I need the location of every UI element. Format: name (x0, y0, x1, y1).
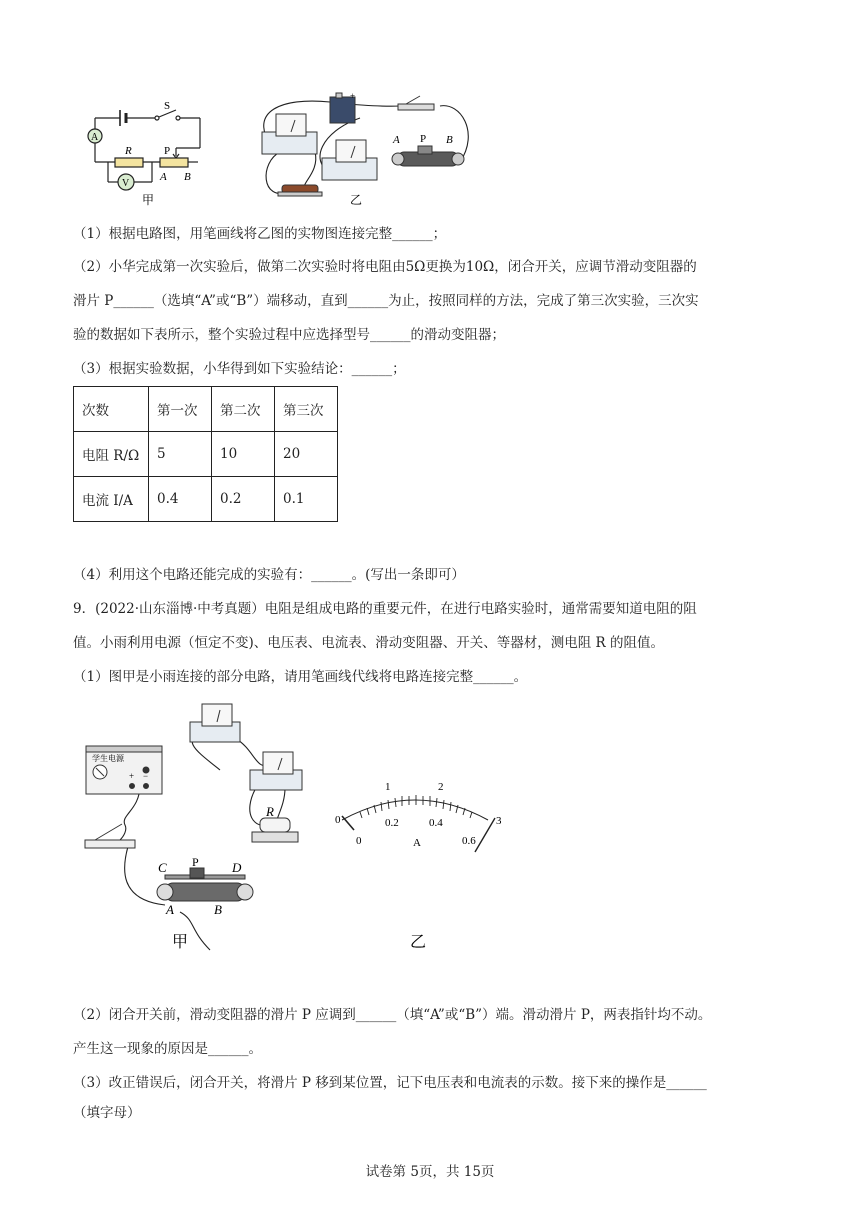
rheostat-a-label: A (166, 902, 174, 917)
scale-bottom-06: 0.6 (462, 835, 476, 847)
question-8-part-1: （1）根据电路图，用笔画线将乙图的实物图连接完整______； (73, 226, 447, 242)
yi-b-label: B (446, 134, 453, 146)
table-row (74, 432, 338, 477)
table-cell: 电阻 R/Ω (74, 432, 149, 477)
scale-unit: A (413, 837, 421, 849)
question-8-part-2-line-3: 验的数据如下表所示，整个实验过程中应选择型号______的滑动变阻器； (73, 327, 505, 343)
table-cell: 20 (275, 432, 338, 477)
question-8-part-3: （3）根据实验数据，小华得到如下实验结论：______； (73, 361, 406, 377)
question-9-intro-line-1: 9．(2022·山东淄博·中考真题）电阻是组成电路的重要元件，在进行电路实验时，通常需要知道电阻的阻 (73, 601, 697, 617)
resistor-device (278, 185, 322, 196)
table-header-cell: 次数 (74, 387, 149, 432)
table-cell: 0.2 (212, 477, 275, 522)
power-minus-label: − (143, 771, 149, 781)
rheostat-d-label: D (232, 860, 242, 875)
scale-top-3: 3 (496, 815, 502, 827)
voltmeter-1-device (262, 114, 317, 154)
question-9-part-2-line-1: （2）闭合开关前，滑动变阻器的滑片 P 应调到______（填“A”或“B”）端。滑动滑片 P，两表指针均不动。 (73, 1007, 712, 1023)
caption-yi: 乙 (410, 934, 427, 951)
resistor-r-label: R (266, 804, 274, 819)
table-row (74, 387, 338, 432)
question-9-part-3-line-2: （填字母） (73, 1105, 141, 1121)
scale-bottom-04: 0.4 (429, 817, 443, 829)
end-b-label: B (184, 171, 191, 183)
yi-p-label: P (420, 133, 427, 145)
question-9-part-1: （1）图甲是小雨连接的部分电路，请用笔画线代线将电路连接完整______。 (73, 669, 528, 685)
scale-bottom-02: 0.2 (385, 817, 399, 829)
rheostat-device (392, 146, 464, 166)
caption-jia: 甲 (142, 193, 155, 207)
page-footer: 试卷第 5页，共 15页 (365, 1164, 495, 1180)
switch-label: S (164, 100, 171, 112)
ammeter-device (250, 752, 302, 790)
figure-1-circuit (80, 92, 480, 212)
table-row (74, 477, 338, 522)
table-cell: 0.4 (149, 477, 212, 522)
switch-device (85, 824, 135, 848)
figure-2-circuit (80, 700, 520, 960)
question-9-intro-line-2: 值。小雨利用电源（恒定不变)、电压表、电流表、滑动变阻器、开关、等器材，测电阻 R 的阻值。 (73, 635, 665, 651)
power-supply-label: 学生电源 (92, 754, 124, 763)
table-header-cell: 第一次 (149, 387, 212, 432)
voltmeter-label: V (122, 178, 130, 189)
battery-plus: + (350, 92, 356, 101)
resistor-device (252, 818, 298, 842)
table-cell: 10 (212, 432, 275, 477)
end-a-label: A (160, 171, 167, 183)
question-8-part-4: （4）利用这个电路还能完成的实验有：______。(写出一条即可） (73, 567, 465, 583)
caption-jia: 甲 (172, 934, 189, 951)
voltmeter-device (190, 704, 240, 742)
scale-top-2: 2 (438, 781, 444, 793)
caption-yi: 乙 (350, 193, 363, 207)
data-table (73, 386, 338, 522)
table-header-cell: 第三次 (275, 387, 338, 432)
power-plus-label: + (129, 771, 135, 781)
scale-top-1: 1 (385, 781, 391, 793)
table-header-cell: 第二次 (212, 387, 275, 432)
ammeter-label: A (91, 132, 99, 143)
table-cell: 5 (149, 432, 212, 477)
ammeter-device (322, 140, 377, 180)
scale-bottom-0: 0 (356, 835, 362, 847)
rheostat-b-label: B (214, 902, 222, 917)
question-8-part-2-line-2: 滑片 P______（选填“A”或“B”）端移动，直到______为止，按照同样的方法，完成了第三次实验，三次实 (73, 293, 699, 309)
yi-a-label: A (393, 134, 400, 146)
table-cell: 0.1 (275, 477, 338, 522)
question-9-part-3-line-1: （3）改正错误后，闭合开关，将滑片 P 移到某位置，记下电压表和电流表的示数。接下来的操作是______ (73, 1075, 707, 1091)
table-cell: 电流 I/A (74, 477, 149, 522)
slider-p-label: P (164, 145, 171, 157)
rheostat-c-label: C (158, 860, 167, 875)
question-9-part-2-line-2: 产生这一现象的原因是______。 (73, 1041, 262, 1057)
question-8-part-2-line-1: （2）小华完成第一次实验后，做第二次实验时将电阻由5Ω更换为10Ω，闭合开关，应调节滑动变阻器的 (73, 259, 697, 275)
rheostat-p-label: P (192, 855, 199, 869)
scale-zero: 0 (335, 814, 341, 826)
resistor-label: R (125, 145, 132, 157)
switch-device (398, 96, 434, 110)
